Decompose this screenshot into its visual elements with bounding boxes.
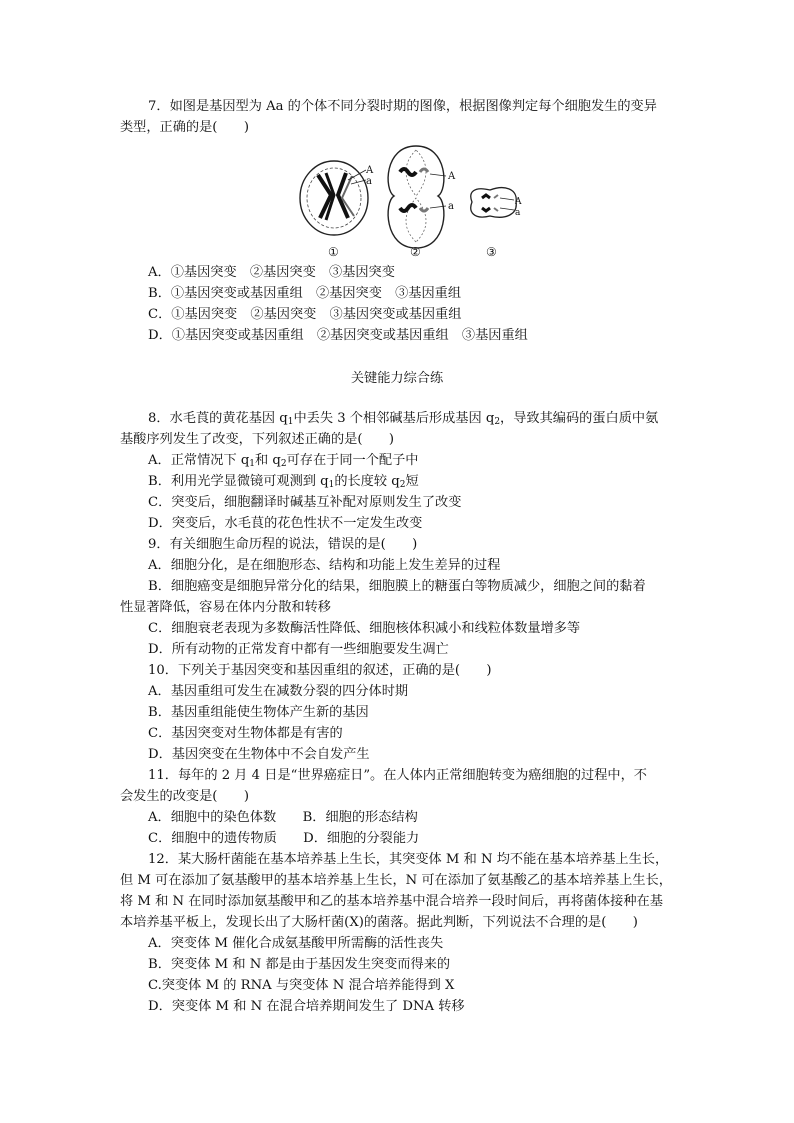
- q10-option-c: C．基因突变对生物体都是有害的: [148, 726, 343, 741]
- q7-option-a: A．①基因突变 ②基因突变 ③基因突变: [148, 265, 395, 280]
- cell-1-drawing: [300, 161, 368, 235]
- q8-stem-line1: 8．水毛莨的黄花基因 $q_1$中丢失 3 个相邻碱基后形成基因 $q_2$，导致其编码的蛋白质中氨: [148, 411, 659, 427]
- q9-option-b-line1: B．细胞癌变是细胞异常分化的结果，细胞膜上的糖蛋白等物质减少，细胞之间的黏着: [148, 579, 646, 594]
- q7-stem-line2: 类型，正确的是( ): [120, 120, 249, 135]
- q9-option-b-line2: 性显著降低，容易在体内分散和转移: [120, 600, 331, 615]
- q12-stem-line3: 将 M 和 N 在同时添加氨基酸甲和乙的基本培养基中混合培养一段时间后，再将菌体接种在基: [120, 894, 663, 909]
- cell-2-gene-A: A: [448, 171, 456, 182]
- q11-stem-line2: 会发生的改变是( ): [120, 789, 249, 804]
- q8-option-c: C．突变后，细胞翻译时碱基互补配对原则发生了改变: [148, 495, 462, 510]
- cell-3-gene-A: A: [515, 197, 522, 207]
- q7-option-b: B．①基因突变或基因重组 ②基因突变 ③基因重组: [148, 286, 462, 301]
- cell-3-gene-a: a: [515, 208, 521, 218]
- cell-2-label: ②: [410, 245, 421, 259]
- section-title: 关键能力综合练: [350, 371, 444, 386]
- q8-option-d: D．突变后，水毛茛的花色性状不一定发生改变: [148, 516, 423, 531]
- q9-option-d: D．所有动物的正常发育中都有一些细胞要发生凋亡: [148, 642, 449, 657]
- q8-option-a: A．正常情况下 $q_1$和 $q_2$可存在于同一个配子中: [148, 453, 419, 469]
- q11-stem-line1: 11．每年的 2 月 4 日是“世界癌症日”。在人体内正常细胞转变为癌细胞的过程中，不: [148, 768, 647, 783]
- q12-option-a: A．突变体 M 催化合成氨基酸甲所需酶的活性丧失: [148, 936, 444, 951]
- q11-options-cd: C．细胞中的遗传物质 D．细胞的分裂能力: [148, 831, 420, 846]
- q8-option-b: B．利用光学显微镜可观测到 $q_1$的长度较 $q_2$短: [148, 474, 419, 490]
- q12-option-d: D．突变体 M 和 N 在混合培养期间发生了 DNA 转移: [148, 999, 465, 1014]
- cell-division-figure: [296, 140, 536, 262]
- q8-stem-line2: 基酸序列发生了改变，下列叙述正确的是( ): [120, 432, 395, 447]
- q10-stem: 10．下列关于基因突变和基因重组的叙述，正确的是( ): [148, 663, 492, 678]
- q10-option-b: B．基因重组能使生物体产生新的基因: [148, 705, 369, 720]
- q12-stem-line2: 但 M 可在添加了氨基酸甲的基本培养基上生长，N 可在添加了氨基酸乙的基本培养基上生长，: [120, 873, 672, 888]
- q7-option-c: C．①基因突变 ②基因突变 ③基因突变或基因重组: [148, 307, 462, 322]
- cell-2-gene-a: a: [448, 201, 454, 212]
- q12-option-b: B．突变体 M 和 N 都是由于基因发生突变而得来的: [148, 957, 451, 972]
- q12-stem-line1: 12．某大肠杆菌能在基本培养基上生长，其突变体 M 和 N 均不能在基本培养基上生长，: [148, 852, 669, 867]
- cell-3-label: ③: [486, 245, 497, 259]
- q7-option-d: D．①基因突变或基因重组 ②基因突变或基因重组 ③基因重组: [148, 328, 528, 343]
- cell-1-gene-A: A: [366, 165, 374, 176]
- q9-option-a: A．细胞分化，是在细胞形态、结构和功能上发生差异的过程: [148, 558, 501, 573]
- q9-option-c: C．细胞衰老表现为多数酶活性降低、细胞核体积减小和线粒体数量增多等: [148, 621, 581, 636]
- q9-stem: 9．有关细胞生命历程的说法，错误的是( ): [148, 537, 418, 552]
- q12-stem-line4: 本培养基平板上，发现长出了大肠杆菌(X)的菌落。据此判断，下列说法不合理的是( ): [120, 915, 638, 930]
- cell-1-label: ①: [328, 245, 339, 259]
- q12-option-c: C.突变体 M 的 RNA 与突变体 N 混合培养能得到 X: [148, 978, 455, 993]
- q10-option-d: D．基因突变在生物体中不会自发产生: [148, 747, 370, 762]
- cell-3-drawing: [471, 188, 516, 218]
- cell-2-drawing: [388, 146, 446, 248]
- cell-1-gene-a: a: [366, 176, 372, 187]
- q11-options-ab: A．细胞中的染色体数 B．细胞的形态结构: [148, 810, 418, 825]
- q10-option-a: A．基因重组可发生在减数分裂的四分体时期: [148, 684, 409, 699]
- q7-stem-line1: 7．如图是基因型为 Aa 的个体不同分裂时期的图像，根据图像判定每个细胞发生的变异: [148, 99, 657, 114]
